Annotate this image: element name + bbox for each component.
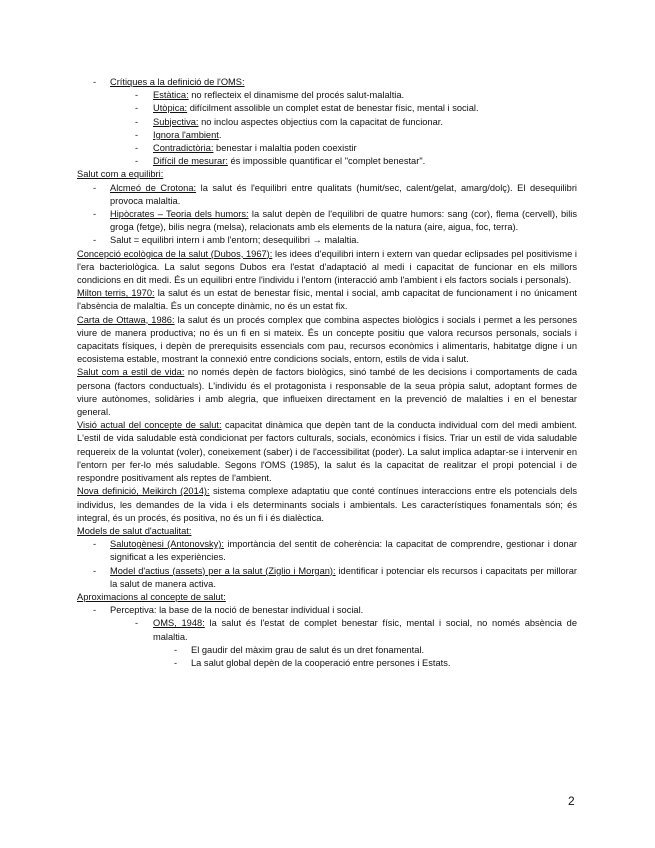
models-heading xyxy=(77,525,577,538)
critique-text: difícilment assolible un complet estat de benestar físic, mental i social. xyxy=(187,103,479,114)
section-heading: Salut com a equilibri: xyxy=(77,169,164,180)
approach-text: Perceptiva: la base de la noció de benestar individual i social. xyxy=(110,605,364,616)
page-content xyxy=(77,76,577,670)
approaches-heading xyxy=(77,591,577,604)
equilibrium-item xyxy=(77,182,577,208)
paragraph-term: Concepció ecològica de la salut (Dubos, 1967): xyxy=(77,248,273,259)
page-number: 2 xyxy=(568,794,575,808)
equilibrium-term: Alcmeó de Crotona: xyxy=(110,182,197,193)
dash-bullet: - xyxy=(135,618,139,629)
critique-item xyxy=(77,155,577,168)
who-critiques-heading: Crítiques a la definició de l'OMS: xyxy=(110,77,245,87)
paragraph-text: capacitat dinàmica que depèn tant de la conducta individual com del medi ambient. L'estil de vida saludable està condicionat per factors culturals, socials, econòmics i físics. Triar un estil de vida saludable requereix de la voluntat (voler), coneixement (saber) i de l'accessibilitat (poder). La salut implica adaptar-se i intervenir en l'entorn per fer-lo més saludable. Segons l'OMS (1985), la salut és la capacitat de realitzar el propi potencial i de respondre positivament als reptes de l'ambient. xyxy=(77,420,577,484)
critique-item xyxy=(77,116,577,129)
dash-bullet: - xyxy=(93,539,97,550)
dash-bullet: - xyxy=(135,129,139,140)
paragraph-term: Salut com a estil de vida: xyxy=(77,367,185,378)
dash-bullet: - xyxy=(93,182,97,193)
paragraph-text: la salut és un procés complex que combina aspectes biològics i socials i permet a les persones viure de manera productiva; no és un fi en si mateix. És un concepte positiu que valora recursos personals, socials i capacitats físiques, i depèn de prerequisits essencials com pau, recursos econòmics i alimentaris, habitatge digne i un ecosistema estable, mostrant la connexió entre condicions socials, entorn, estils de vida i salut. xyxy=(77,314,577,365)
paragraph-term: Milton terris, 1970: xyxy=(77,288,155,299)
approach-oms-item xyxy=(77,617,577,643)
oms-sub-item xyxy=(77,644,577,657)
critique-term: Difícil de mesurar: xyxy=(153,156,228,167)
dash-bullet: - xyxy=(93,605,97,616)
dash-bullet: - xyxy=(135,103,139,114)
paragraph xyxy=(77,287,577,313)
critique-text: benestar i malaltia poden coexistir xyxy=(213,143,357,154)
dash-bullet: - xyxy=(135,90,139,101)
oms-sub-text: El gaudir del màxim grau de salut és un dret fonamental. xyxy=(191,644,425,655)
section-heading: Models de salut d'actualitat: xyxy=(77,525,192,536)
equilibrium-text: Salut = equilibri intern i amb l'entorn; desequilibri → malaltia. xyxy=(110,235,360,246)
oms-text: la salut és l'estat de complet benestar físic, mental i social, no només absència de malaltia. xyxy=(153,618,577,642)
model-term: Salutogènesi (Antonovsky): xyxy=(110,539,224,550)
dash-bullet: - xyxy=(93,209,97,220)
paragraph-text: no només depèn de factors biològics, sinó també de les decisions i comportaments de cada persona (factors conductuals). L'individu és el protagonista i responsable de la seua pròpia salut, adoptant formes de viure autònomes, solidàries i amb alegria, que influeixen directament en la prevenció de malalties i en el benestar general. xyxy=(77,367,577,418)
critique-term: Contradictòria: xyxy=(153,143,214,154)
critique-item xyxy=(77,89,577,102)
paragraph xyxy=(77,248,577,288)
model-text: importància del sentit de coherència: la capacitat de comprendre, gestionar i donar significat a les experiències. xyxy=(110,539,577,563)
dash-bullet: - xyxy=(93,565,97,576)
dash-bullet: - xyxy=(135,116,139,127)
dash-bullet: - xyxy=(135,143,139,154)
dash-bullet: - xyxy=(93,235,97,246)
oms-sub-item xyxy=(77,657,577,670)
paragraph xyxy=(77,419,577,485)
approach-item xyxy=(77,604,577,617)
oms-sub-text: La salut global depèn de la cooperació entre persones i Estats. xyxy=(191,657,451,668)
critique-item xyxy=(77,102,577,115)
who-critiques-heading-item xyxy=(77,76,577,89)
critique-term: Ignora l'ambient xyxy=(153,129,219,140)
equilibrium-text: la salut és l'equilibri entre qualitats (humit/sec, calent/gelat, amarg/dolç). El desequilibri provoca malaltia. xyxy=(110,182,577,206)
critique-text: no reflecteix el dinamisme del procés salut-malaltia. xyxy=(188,90,405,101)
critique-text: . xyxy=(218,129,222,140)
paragraph xyxy=(77,366,577,419)
section-heading: Aproximacions al concepte de salut: xyxy=(77,591,226,602)
paragraph-term: Visió actual del concepte de salut: xyxy=(77,420,222,431)
critique-item xyxy=(77,142,577,155)
paragraph-text: la salut és un estat de benestar físic, mental i social, amb capacitat de funcionament i no únicament l'absència de malaltia. És un concepte dinàmic, no és un estat fix. xyxy=(77,288,577,312)
critique-term: Utòpica: xyxy=(153,103,188,114)
paragraph xyxy=(77,314,577,367)
critique-term: Estàtica: xyxy=(153,90,189,101)
equilibrium-item xyxy=(77,208,577,234)
paragraph-text: les idees d'equilibri intern i extern van quedar eclipsades pel positivisme i l'era bacteriològica. La salut segons Dubos era l'estat d'adaptació al medi i capacitat de funcionar en els millors condicions en dit medi. És un equilibri entre l'individu i l'entorn (interacció amb l'ambient i els factors socials i personals). xyxy=(77,248,577,286)
paragraph-text: sistema complexe adaptatiu que conté contínues interaccions entre els potencials dels individus, les demandes de la vida i els determinants socials i ambientals. Les característiques fonamentals són; és integral, és un procés, és positiva, no és un fi i és dialèctica. xyxy=(77,486,577,523)
critique-text: no inclou aspectes objectius com la capacitat de funcionar. xyxy=(198,116,443,127)
critique-term: Subjectiva: xyxy=(153,116,199,127)
dash-bullet: - xyxy=(174,657,178,668)
equilibrium-heading xyxy=(77,168,577,181)
dash-bullet: - xyxy=(93,77,97,87)
dash-bullet: - xyxy=(135,156,139,167)
paragraph-term: Carta de Ottawa, 1986: xyxy=(77,314,175,325)
equilibrium-text: la salut depèn de l'equilibri de quatre humors: sang (cor), flema (cervell), bilis groga (fetge), bilis negra (melsa), relacionats amb els elements de la natura (aire, aigua, foc, terra). xyxy=(110,209,577,233)
model-item xyxy=(77,538,577,564)
paragraph xyxy=(77,485,577,525)
model-term: Model d'actius (assets) per a la salut (Ziglio i Morgan): xyxy=(110,565,336,576)
model-text: identificar i potenciar els recursos i capacitats per millorar la salut de manera activa. xyxy=(110,565,578,589)
dash-bullet: - xyxy=(174,644,178,655)
equilibrium-item xyxy=(77,234,577,247)
critique-text: és impossible quantificar el "complet benestar". xyxy=(227,156,426,167)
oms-term: OMS, 1948: xyxy=(153,618,205,629)
paragraph-term: Nova definició, Meikirch (2014): xyxy=(77,486,210,497)
model-item xyxy=(77,565,577,591)
critique-item xyxy=(77,129,577,142)
equilibrium-term: Hipòcrates – Teoria dels humors: xyxy=(110,209,249,220)
